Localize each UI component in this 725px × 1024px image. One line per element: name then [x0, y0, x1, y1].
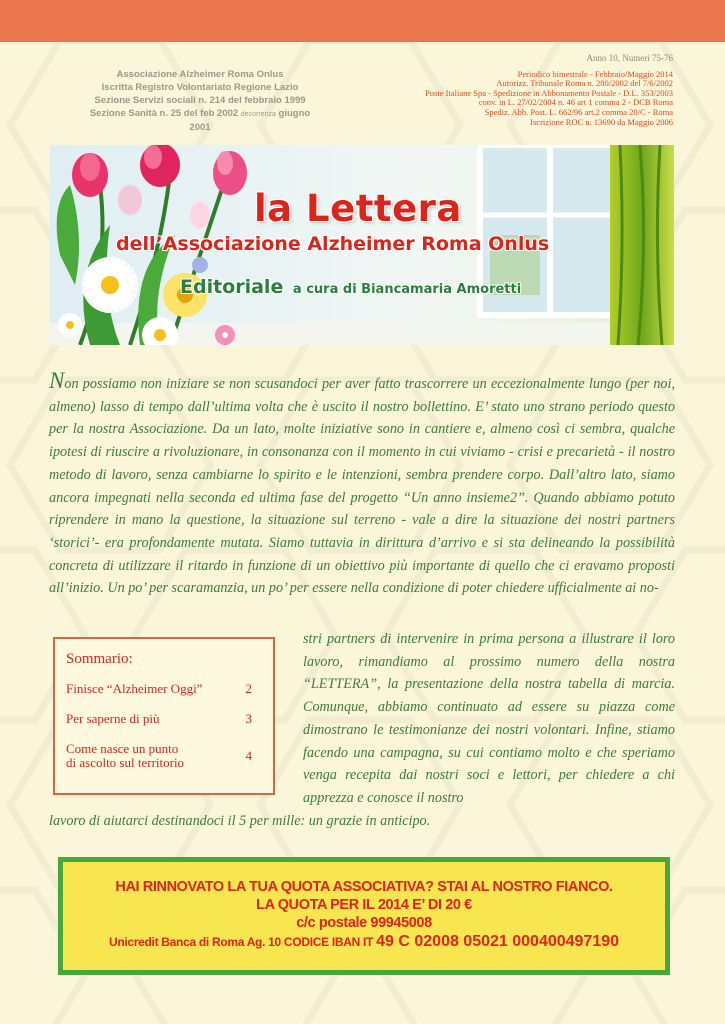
toc-item-label [66, 742, 184, 770]
toc-item-label-line-2: di ascolto sul territorio [66, 755, 185, 770]
toc-item-page: 3 [245, 711, 252, 726]
article-text-1: on possiamo non iniziare se non scusandoci per aver fatto trascorrere un eccezionalmente lungo (per noi, almeno) lasso di tempo dall’ultima volta che è uscito il nostro bollettino. E’ stato uno strano periodo questo per la nostra Associazione. Da un lato, molte iniziative sono in cantiere e, almeno così ci sembra, qualche ipotesi di riuscire a rivoluzionare, in consonanza con il momento in cui viviamo - crisi e precarietà - il nostro metodo di lavoro, senza cambiarne lo spirito e le intenzioni, sembra prendere corpo. Dall’altro lato, siamo ancora impegnati nella seconda ed ultima fase del progetto “Un anno insieme2”. Quando abbiamo potuto riprendere in mano la questione, la situazione sul terreno - vale a dire la situazione dei nostri partners ‘storici’- era profondamente mutata. Siamo tuttavia in dirittura d’arrivo e si sta delineando la possibilità concreta di utilizzare il ritardo in funzione di un obiettivo più importante di quello che ci eravamo proposti all’inizio. Un po’ per scaramanzia, un po’ per essere nella condizione di poter chiedere ufficialmente ai no- [49, 376, 675, 597]
association-name: Associazione Alzheimer Roma Onlus [116, 69, 284, 80]
registry-line-3-small: decorrenza [240, 111, 276, 118]
top-color-bar [0, 0, 725, 42]
registry-line-3-a: Sezione Sanità n. 25 del feb 2002 [89, 108, 239, 119]
section-title: Editoriale [180, 276, 284, 298]
callout-iban [63, 932, 665, 952]
newsletter-title: la Lettera [254, 187, 462, 230]
pub-line: Poste Italiane Spa - Spedizione in Abbonamento Postale - D.L. 353/2003 [425, 87, 673, 98]
registry-line-2: Sezione Servizi sociali n. 214 del febbraio 1999 [94, 95, 306, 106]
toc-item-page: 4 [245, 748, 252, 763]
membership-callout [58, 857, 670, 975]
drop-cap: N [49, 368, 65, 393]
article-paragraph-1 [49, 370, 675, 600]
article-paragraph-2: stri partners di intervenire in prima persona a illustrare il loro lavoro, rimandiamo al prossimo numero della nostra “LETTERA”, la presentazione della nostra tabella di marcia. Comunque, abbiamo continuato ad essere su piazza come dimostrano le testimonianze dei nostri volontari. Infine, stiamo facendo una campagna, su cui contiamo molto e che speriamo venga recepita dai nostri soci e lettori, per chiedere a chi apprezza e conosce il nostro [303, 631, 675, 806]
toc-item[interactable] [66, 712, 262, 726]
issue-number: Anno 10, Numeri 75-76 [586, 53, 673, 63]
section-heading [180, 276, 521, 298]
toc-item-page: 2 [245, 681, 252, 696]
newsletter-subtitle: dell’Associazione Alzheimer Roma Onlus [116, 233, 550, 255]
toc-item-label: Finisce “Alzheimer Oggi” [66, 681, 203, 696]
callout-iban-number: 49 C 02008 05021 000400497190 [376, 933, 620, 950]
publication-info [343, 54, 673, 127]
toc-item[interactable] [66, 742, 262, 770]
toc-item-label: Per saperne di più [66, 711, 160, 726]
toc-item[interactable] [66, 682, 262, 696]
callout-bank: Unicredit Banca di Roma Ag. 10 CODICE IBAN IT [108, 935, 374, 949]
pub-line: Spediz. Abb. Post. L. 662/96 art.2 comma 20/C - Roma [484, 106, 673, 117]
toc-title: Sommario: [66, 651, 133, 667]
pub-line: Autorizz. Tribunale Roma n. 280/2002 del 7/6/2002 [496, 78, 673, 89]
registry-line-3-b: giugno 2001 [189, 108, 311, 133]
section-author: a cura di Biancamaria Amoretti [292, 282, 522, 297]
callout-line-1: HAI RINNOVATO LA TUA QUOTA ASSOCIATIVA? STAI AL NOSTRO FIANCO. [115, 879, 613, 895]
pub-line: Iscrizione ROC n. 13690 da Maggio 2006 [530, 116, 673, 127]
table-of-contents [53, 637, 275, 795]
registry-line-3 [80, 107, 320, 134]
pub-line: conv. in L. 27/02/2004 n. 46 art 1 comma 2 - DCB Roma [478, 97, 673, 108]
association-header [80, 68, 320, 134]
toc-item-label-line-1: Come nasce un punto [66, 741, 179, 756]
registry-line-1: Iscritta Registro Volontariato Regione Lazio [101, 82, 299, 93]
article-paragraph-3: lavoro di aiutarci destinandoci il 5 per mille: un grazie in anticipo. [49, 813, 431, 829]
pub-line: Periodico bimestrale - Febbraio/Maggio 2014 [517, 68, 673, 79]
callout-postal-account: c/c postale 99945008 [296, 915, 432, 931]
callout-line-2: LA QUOTA PER IL 2014 E’ DI 20 € [256, 897, 472, 913]
